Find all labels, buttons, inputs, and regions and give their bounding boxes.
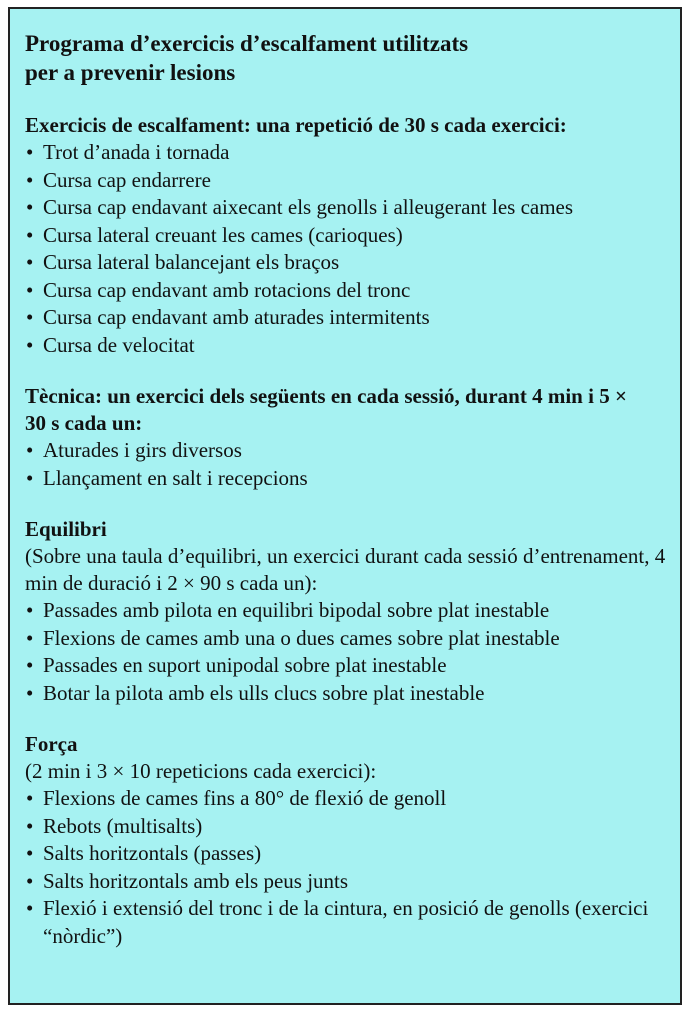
list-item: • Rebots (multisalts) — [25, 813, 666, 841]
exercise-program-box — [8, 7, 682, 1005]
bullet-icon: • — [26, 841, 34, 865]
section-strength — [25, 731, 666, 950]
list-item: • Salts horitzontals amb els peus junts — [25, 868, 666, 896]
warmup-list — [25, 139, 666, 359]
balance-list — [25, 597, 666, 707]
list-item: • Cursa cap endarrere — [25, 167, 666, 195]
list-item: • Cursa lateral creuant les cames (carioques) — [25, 222, 666, 250]
section-note: (2 min i 3 × 10 repeticions cada exercici): — [25, 759, 377, 783]
list-item: • Cursa lateral balancejant els braços — [25, 249, 666, 277]
list-item: • Passades en suport unipodal sobre plat inestable — [25, 652, 666, 680]
bullet-icon: • — [26, 305, 34, 329]
list-item: • Flexions de cames fins a 80° de flexió de genoll — [25, 785, 666, 813]
bullet-icon: • — [26, 438, 34, 462]
bullet-icon: • — [26, 868, 34, 893]
bullet-icon: • — [26, 786, 34, 810]
strength-list — [25, 785, 666, 950]
section-heading: Tècnica: un exercici dels següents en cada sessió, durant 4 min i 5 × 30 s cada un: — [25, 384, 627, 435]
bullet-icon: • — [26, 598, 34, 622]
list-item: • Cursa de velocitat — [25, 332, 666, 360]
section-heading: Equilibri — [25, 517, 107, 541]
section-note: (Sobre una taula d’equilibri, un exercici durant cada sessió d’entrenament, 4 min de duració i 2 × 90 s cada un): — [25, 544, 666, 595]
bullet-icon: • — [26, 332, 34, 357]
title-line-1: Programa d’exercicis d’escalfament utilitzats — [25, 31, 469, 56]
list-item: • Flexions de cames amb una o dues cames sobre plat inestable — [25, 625, 666, 653]
bullet-icon: • — [26, 277, 34, 302]
list-item: • Passades amb pilota en equilibri bipodal sobre plat inestable — [25, 597, 666, 625]
bullet-icon: • — [26, 680, 34, 705]
section-technique — [25, 383, 666, 492]
bullet-icon: • — [26, 465, 34, 490]
bullet-icon: • — [26, 195, 34, 219]
list-item: • Cursa cap endavant amb rotacions del tronc — [25, 277, 666, 305]
page-title — [25, 29, 666, 87]
list-item: • Botar la pilota amb els ulls clucs sobre plat inestable — [25, 680, 666, 708]
bullet-icon: • — [26, 813, 34, 838]
list-item: • Cursa cap endavant amb aturades intermitents — [25, 304, 666, 332]
list-item: • Llançament en salt i recepcions — [25, 465, 666, 493]
list-item: • Flexió i extensió del tronc i de la cintura, en posició de genolls (exercici “nòrdic”) — [26, 896, 649, 948]
bullet-icon: • — [26, 625, 34, 650]
bullet-icon: • — [26, 140, 34, 164]
bullet-icon: • — [26, 167, 34, 192]
section-warmup — [25, 112, 666, 359]
section-heading: Força — [25, 732, 78, 756]
bullet-icon: • — [26, 896, 34, 920]
list-item: • Trot d’anada i tornada — [25, 139, 666, 167]
list-item: • Salts horitzontals (passes) — [25, 840, 666, 868]
title-line-2: per a prevenir lesions — [25, 60, 236, 85]
technique-list — [25, 437, 666, 492]
bullet-icon: • — [26, 653, 34, 677]
list-item: • Aturades i girs diversos — [25, 437, 666, 465]
section-heading: Exercicis de escalfament: una repetició de 30 s cada exercici: — [25, 113, 567, 137]
list-item: • Cursa cap endavant aixecant els genolls i alleugerant les cames — [25, 194, 666, 222]
section-balance — [25, 516, 666, 707]
bullet-icon: • — [26, 222, 34, 247]
bullet-icon: • — [26, 250, 34, 274]
